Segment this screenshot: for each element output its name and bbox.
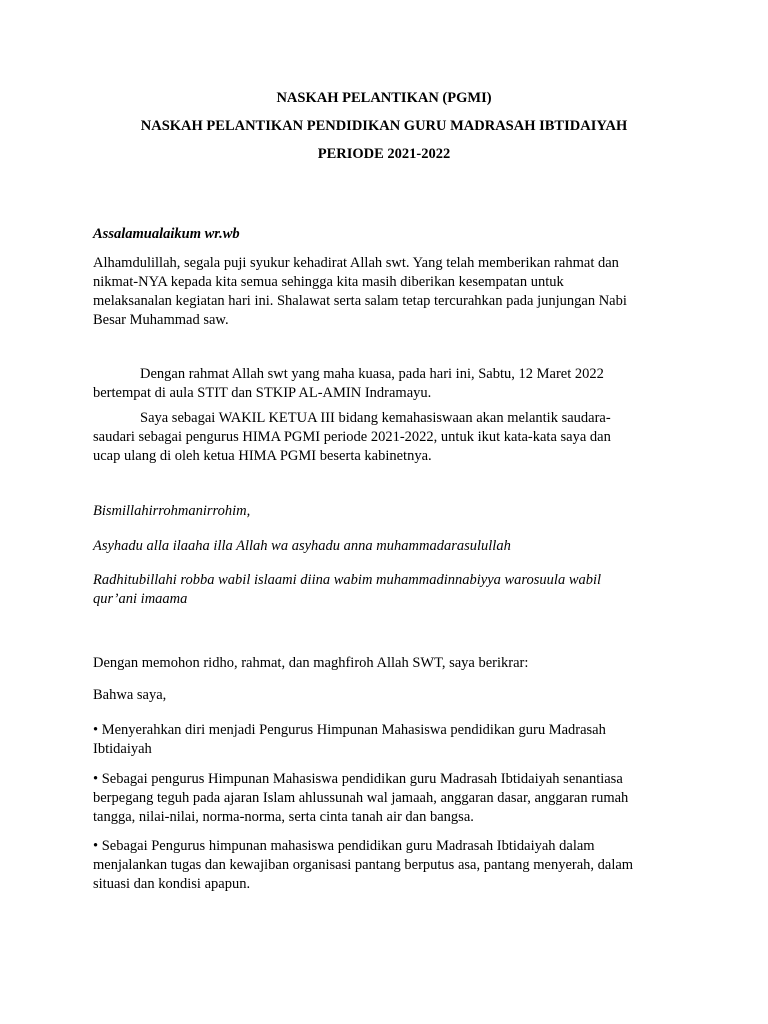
pledge-item-line: • Menyerahkan diri menjadi Pengurus Himpunan Mahasiswa pendidikan guru Madrasah: [93, 722, 606, 738]
pledge-item-1: [93, 721, 673, 759]
document-period: PERIODE 2021-2022: [317, 146, 451, 162]
event-line: Dengan rahmat Allah swt yang maha kuasa, pada hari ini, Sabtu, 12 Maret 2022: [140, 366, 604, 382]
pledge-item-line: berpegang teguh pada ajaran Islam ahlussunah wal jamaah, anggaran dasar, anggaran rumah: [93, 790, 629, 806]
statement-line: saudari sebagai pengurus HIMA PGMI periode 2021-2022, untuk ikut kata-kata saya dan: [93, 429, 611, 445]
opening-paragraph: [93, 254, 673, 330]
pledge-item-line: tangga, nilai-nilai, norma-norma, serta cinta tanah air dan bangsa.: [93, 809, 474, 825]
pledge-intro: Dengan memohon ridho, rahmat, dan maghfiroh Allah SWT, saya berikrar:: [93, 655, 529, 671]
bahwa-line: Bahwa saya,: [93, 687, 167, 703]
opening-line: Alhamdulillah, segala puji syukur kehadirat Allah swt. Yang telah memberikan rahmat dan: [93, 255, 619, 271]
syahadat-line: Asyhadu alla ilaaha illa Allah wa asyhadu anna muhammadarasulullah: [93, 538, 511, 554]
pledge-item-line: • Sebagai pengurus Himpunan Mahasiswa pendidikan guru Madrasah Ibtidaiyah senantiasa: [93, 771, 623, 787]
document-title: NASKAH PELANTIKAN (PGMI): [276, 90, 492, 106]
event-paragraph: [93, 365, 673, 403]
pledge-item-line: situasi dan kondisi apapun.: [93, 876, 251, 892]
pledge-item-line: • Sebagai Pengurus himpunan mahasiswa pendidikan guru Madrasah Ibtidaiyah dalam: [93, 838, 595, 854]
radhitu-paragraph: [93, 571, 673, 609]
pledge-item-2: [93, 770, 673, 827]
statement-paragraph: [93, 409, 673, 466]
pledge-item-line: Ibtidaiyah: [93, 741, 152, 757]
event-line: bertempat di aula STIT dan STKIP AL-AMIN Indramayu.: [93, 385, 432, 401]
statement-line: Saya sebagai WAKIL KETUA III bidang kemahasiswaan akan melantik saudara-: [140, 410, 611, 426]
document-subtitle: NASKAH PELANTIKAN PENDIDIKAN GURU MADRASAH IBTIDAIYAH: [140, 118, 628, 134]
bismillah-line: Bismillahirrohmanirrohim,: [93, 503, 251, 519]
opening-line: melaksanalan kegiatan hari ini. Shalawat serta salam tetap tercurahkan pada junjungan Nabi: [93, 293, 627, 309]
pledge-item-line: menjalankan tugas dan kewajiban organisasi pantang berputus asa, pantang menyerah, dalam: [93, 857, 634, 873]
opening-line: nikmat-NYA kepada kita semua sehingga kita masih diberikan kesempatan untuk: [93, 274, 564, 290]
greeting: Assalamualaikum wr.wb: [93, 226, 240, 242]
statement-line: ucap ulang di oleh ketua HIMA PGMI beserta kabinetnya.: [93, 448, 432, 464]
radhitu-line: Radhitubillahi robba wabil islaami diina wabim muhammadinnabiyya warosuula wabil: [93, 572, 602, 588]
pledge-item-3: [93, 837, 673, 894]
radhitu-line: qur’ani imaama: [93, 591, 188, 607]
opening-line: Besar Muhammad saw.: [93, 312, 229, 328]
